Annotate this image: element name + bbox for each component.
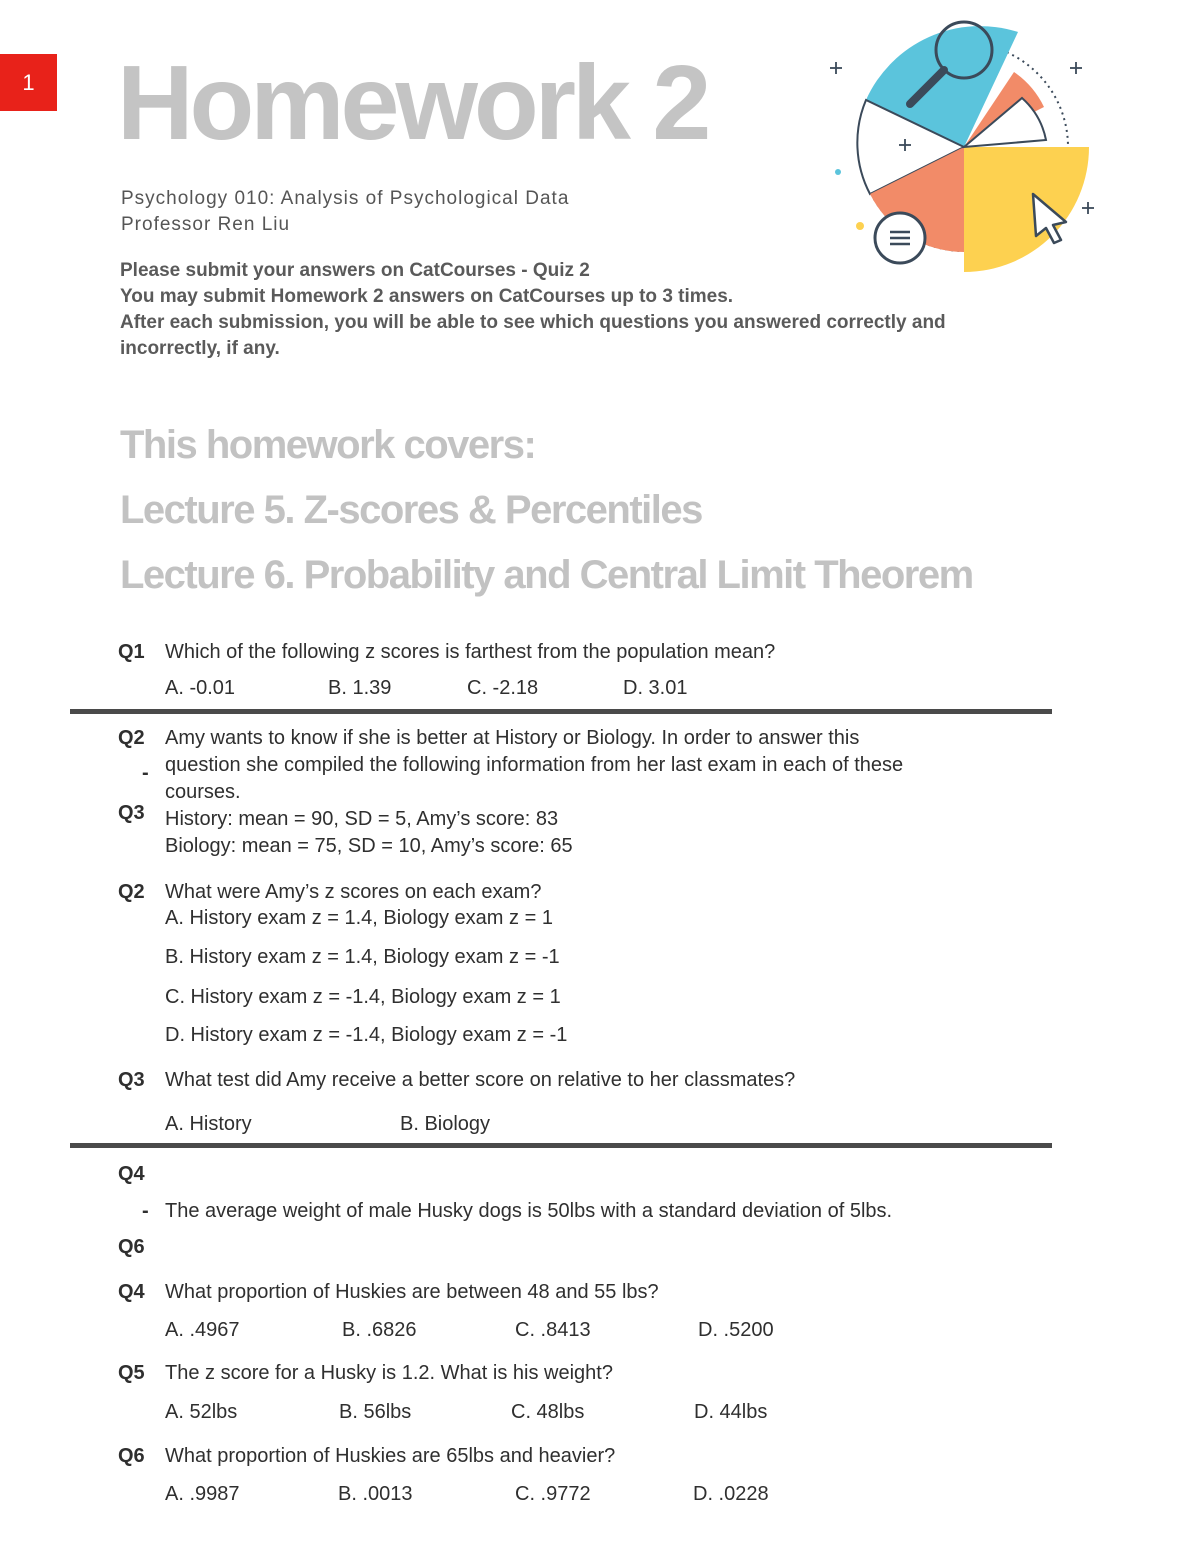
q5-option-d: D. 44lbs xyxy=(694,1401,768,1423)
lecture-6-topic: Lecture 6. Probability and Central Limit Theorem xyxy=(120,553,973,597)
q1-option-a: A. -0.01 xyxy=(165,677,236,699)
professor-name: Professor Ren Liu xyxy=(121,214,291,235)
q1-option-b: B. 1.39 xyxy=(328,677,392,699)
q5-label: Q5 xyxy=(118,1362,145,1384)
analytics-illustration xyxy=(818,12,1108,282)
q5-text: The z score for a Husky is 1.2. What is his weight? xyxy=(165,1362,613,1384)
page-number-badge: 1 xyxy=(0,54,57,111)
q1-option-d: D. 3.01 xyxy=(623,677,688,699)
q3-text: What test did Amy receive a better score on relative to her classmates? xyxy=(165,1069,796,1091)
q4-option-b: B. .6826 xyxy=(342,1319,417,1341)
q3-label: Q3 xyxy=(118,1069,145,1091)
q1-option-c: C. -2.18 xyxy=(467,677,539,699)
q4-6-label-top: Q4 xyxy=(118,1163,145,1185)
q4-6-label-bottom: Q6 xyxy=(118,1236,145,1258)
q6-text: What proportion of Huskies are 65lbs and heavier? xyxy=(165,1445,616,1467)
q5-option-a: A. 52lbs xyxy=(165,1401,238,1423)
q5-option-c: C. 48lbs xyxy=(511,1401,585,1423)
scenario-line: History: mean = 90, SD = 5, Amy’s score: 83 xyxy=(165,808,559,830)
q2-option-c: C. History exam z = -1.4, Biology exam z = 1 xyxy=(165,986,561,1008)
q6-option-b: B. .0013 xyxy=(338,1483,413,1505)
scenario-line: courses. xyxy=(165,781,241,803)
pie-slice-yellow xyxy=(964,147,1089,272)
instruction-line: incorrectly, if any. xyxy=(120,338,280,359)
q3-option-a: A. History xyxy=(165,1113,252,1135)
covered-topics xyxy=(120,420,973,615)
q4-text: What proportion of Huskies are between 48 and 55 lbs? xyxy=(165,1281,659,1303)
q6-option-d: D. .0228 xyxy=(693,1483,769,1505)
q2-text: What were Amy’s z scores on each exam? xyxy=(165,881,542,903)
page-title: Homework 2 xyxy=(117,44,708,162)
section-divider xyxy=(70,1143,1052,1148)
scenario-line: Biology: mean = 75, SD = 10, Amy’s score: 65 xyxy=(165,835,573,857)
chat-bubble-icon xyxy=(875,213,925,263)
q6-option-a: A. .9987 xyxy=(165,1483,240,1505)
section-divider xyxy=(70,709,1052,714)
q1-text: Which of the following z scores is farthest from the population mean? xyxy=(165,641,776,663)
q6-label: Q6 xyxy=(118,1445,145,1467)
q2-3-scenario xyxy=(165,725,903,860)
course-title: Psychology 010: Analysis of Psychological Data xyxy=(121,188,570,209)
q2-option-a: A. History exam z = 1.4, Biology exam z = 1 xyxy=(165,907,553,929)
scenario-line: Amy wants to know if she is better at History or Biology. In order to answer this xyxy=(165,727,860,749)
q4-option-d: D. .5200 xyxy=(698,1319,774,1341)
q6-option-c: C. .9772 xyxy=(515,1483,591,1505)
q2-3-label-bottom: Q3 xyxy=(118,802,145,824)
q2-option-d: D. History exam z = -1.4, Biology exam z = -1 xyxy=(165,1024,568,1046)
instruction-line: You may submit Homework 2 answers on CatCourses up to 3 times. xyxy=(120,286,734,307)
q4-6-label-dash: - xyxy=(142,1200,149,1222)
q1-label: Q1 xyxy=(118,641,145,663)
scenario-line: question she compiled the following information from her last exam in each of these xyxy=(165,754,904,776)
q2-option-b: B. History exam z = 1.4, Biology exam z = -1 xyxy=(165,946,560,968)
covers-heading: This homework covers: xyxy=(120,423,536,467)
q2-3-label-dash: - xyxy=(142,762,149,784)
q3-option-b: B. Biology xyxy=(400,1113,491,1135)
lecture-5-topic: Lecture 5. Z-scores & Percentiles xyxy=(120,488,702,532)
q4-label: Q4 xyxy=(118,1281,145,1303)
course-info xyxy=(121,186,569,238)
instruction-line: After each submission, you will be able to see which questions you answered correctly and xyxy=(120,312,946,333)
q4-6-scenario: The average weight of male Husky dogs is 50lbs with a standard deviation of 5lbs. xyxy=(165,1200,893,1222)
q2-3-label-top: Q2 xyxy=(118,727,145,749)
q4-option-c: C. .8413 xyxy=(515,1319,591,1341)
instruction-line: Please submit your answers on CatCourses - Quiz 2 xyxy=(120,260,590,281)
q5-option-b: B. 56lbs xyxy=(339,1401,412,1423)
q2-label: Q2 xyxy=(118,881,145,903)
submission-instructions xyxy=(120,258,1080,362)
q4-option-a: A. .4967 xyxy=(165,1319,240,1341)
